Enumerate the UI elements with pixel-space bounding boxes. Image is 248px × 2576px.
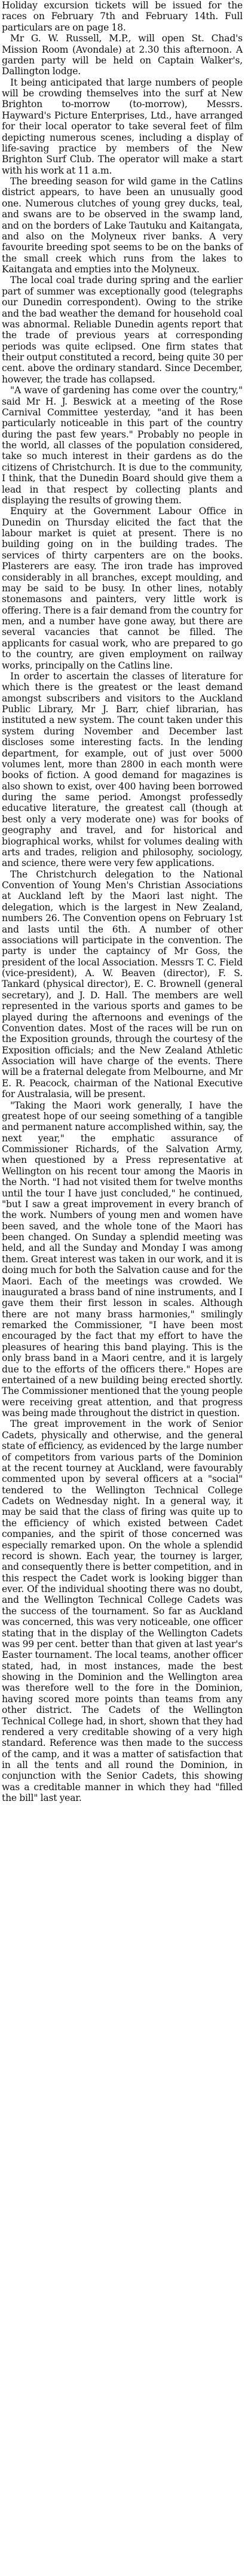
news-paragraph: Mr G. W. Russell, M.P., will open St. Chad's Mission Room (Avondale) at 2.30 this afternoon. A garden party will be held on Captain Walker's, Dallington lodge. bbox=[2, 33, 243, 77]
news-paragraph: The great improvement in the work of Senior Cadets, physically and otherwise, and the general state of efficiency, as evidenced by the large number of competitors from various parts of the Dominion at the recent tourney at Auckland, were favourably commented upon by several officers at a "social" tendered to the Wellington Technical College Cadets on Wednesday night. In a general way, it may be said that the class of firing was quite up to the efficiency of which existed between Cadet companies, and the spirit of those concerned was especially remarked upon. On the whole a splendid record is shown. Each year, the tourney is larger, and consequently there is better competition, and in this respect the Cadet work is looking bigger than ever. Of the individual shooting there was no doubt, and the Wellington Technical College Cadets was the success of the tournament. So far as Auckland was concerned, this was very noticeable, one officer stating that in the display of the Wellington Cadets was 99 per cent. better than that given at last year's Easter tournament. The local teams, another officer stated, had, in most instances, made the best showing in the Dominion and the Wellington area was therefore well to the fore in the Dominion, having scored more points than teams from any other district. The Cadets of the Wellington Technical College had, in short, shown that they had rendered a very creditable showing of a very high standard. Reference was then made to the success of the camp, and it was a matter of satisfaction that in all the tents and all round the Dominion, in conjunction with the Senior Cadets, this showing was a creditable manner in which they had "filled the bill" last year. bbox=[2, 1418, 243, 1804]
news-paragraph: The Christchurch delegation to the National Convention of Young Men's Christian Associations at Auckland left by the Maori last night. The delegation, which is the largest in New Zealand, numbers 26. The Convention opens on February 1st and lasts until the 6th. A number of other associations will participate in the convention. The party is under the captaincy of Mr Goss, the president of the local Association. Messrs T. C. Field (vice-president), A. W. Beaven (director), F. S. Tankard (physical director), E. C. Brownell (general secretary), and J. D. Hall. The members are well represented in the various sports and games to be played during the afternoons and evenings of the Convention dates. Most of the races will be run on the Exposition grounds, through the courtesy of the Exposition officials; and the New Zealand Athletic Association will have charge of the events. There will be a fraternal delegate from Melbourne, and Mr E. R. Peacock, chairman of the National Executive for Australasia, will be present. bbox=[2, 868, 243, 1100]
news-paragraph: Enquiry at the Government Labour Office in Dunedin on Thursday elicited the fact that the labour market is quiet at present. There is no building going on in the building trades. The services of thirty carpenters are on the books. Plasterers are easy. The iron trade has improved considerably in all branches, except moulding, and may be said to be busy. In other lines, notably stonemasons and painters, very little work is offering. There is a fair demand from the country for men, and a number have gone away, but there are several vacancies that cannot be filled. The applicants for casual work, who are prepared to go to the country, are given employment on railway works, principally on the Catlins line. bbox=[2, 506, 243, 671]
news-paragraph: In order to ascertain the classes of literature for which there is the greatest or the least demand amongst subscribers and visitors to the Auckland Public Library, Mr J. Barr, chief librarian, has instituted a new system. The count taken under this system during November and December last discloses some interesting facts. In the lending department, for example, out of just over 5000 volumes lent, more than 2800 in each month were books of fiction. A good demand for magazines is also shown to exist, over 400 having been borrowed during the same period. Amongst professedly educative literature, the greatest call (though at best only a very moderate one) was for books of geography and travel, and for historical and biographical works, whilst for volumes dealing with arts and trades, religion and philosophy, sociology, and science, there were very few applications. bbox=[2, 670, 243, 869]
news-paragraph: The breeding season for wild game in the Catlins district appears, to have been an unusually good one. Numerous clutches of young grey ducks, teal, and swans are to be observed in the swamp land, and on the borders of Lake Tautuku and Kaitangata, and also on the Molyneux river banks. A very favourite breeding spot seems to be on the banks of the small creek which runs from the lakes to Kaitangata and empties into the Molyneux. bbox=[2, 176, 243, 275]
news-paragraph: The local coal trade during spring and the earlier part of summer was exceptionally good (telegraphs our Dunedin correspondent). Owing to the strike and the bad weather the demand for household coal was abnormal. Reliable Dunedin agents report that the trade of previous years at corresponding periods was quite eclipsed. One firm states that their output constituted a record, being quite 30 per cent. above the ordinary standard. Since December, however, the trade has collapsed. bbox=[2, 275, 243, 385]
news-paragraph: "Taking the Maori work generally, I have the greatest hope of our seeing something of a tangible and permanent nature accomplished within, say, the next year," the emphatic assurance of Commissioner Richards, of the Salvation Army, when questioned by a Press representative at Wellington on his recent tour among the Maoris in the North. "I had not visited them for twelve months until the tour I have just concluded," he continued, "but I saw a great improvement in every branch of the work. Numbers of young men and women have been saved, and the whole tone of the Maori has been changed. On Sunday a splendid meeting was held, and all the Sunday and Monday I was among them. Great interest was taken in our work, and it is doing much for both the Salvation cause and for the Maori. Each of the meetings was crowded. We inaugurated a brass band of nine instruments, and I gave them their first lesson in scales. Although there are not many brass harmonies," smilingly remarked the Commissioner, "I have been most encouraged by the fact that my effort to have the pleasures of hearing this band playing. This is the only brass band in a Maori centre, and it is largely due to the efforts of the officers there." Hopes are entertained of a new building being erected shortly. The Commissioner mentioned that the young people were receiving great attention, and that progress was being made throughout the district in question. bbox=[2, 1099, 243, 1418]
news-paragraph: "A wave of gardening has come over the country," said Mr H. J. Beswick at a meeting of the Rose Carnival Committee yesterday, "and it has been particularly noticeable in this part of the country during the past few years." Probably no people in the world, all classes of the population considered, take so much interest in their gardens as do the citizens of Christchurch. It is due to the community, I think, that the Dunedin Board should give them a lead in that respect by collecting plants and displaying the results of growing them. bbox=[2, 385, 243, 506]
news-paragraph: It being anticipated that large numbers of people will be crowding themselves into the surf at New Brighton to-morrow (to-morrow), Messrs. Hayward's Picture Enterprises, Ltd., have arranged for their local operator to take several feet of film depicting numerous scenes, including a display of life-saving practice by members of the New Brighton Surf Club. The operator will make a start with his work at 11 a.m. bbox=[2, 77, 243, 176]
news-paragraph: Holiday excursion tickets will be issued for the races on February 7th and February 14th. Full particulars are on page 18. bbox=[2, 0, 243, 33]
